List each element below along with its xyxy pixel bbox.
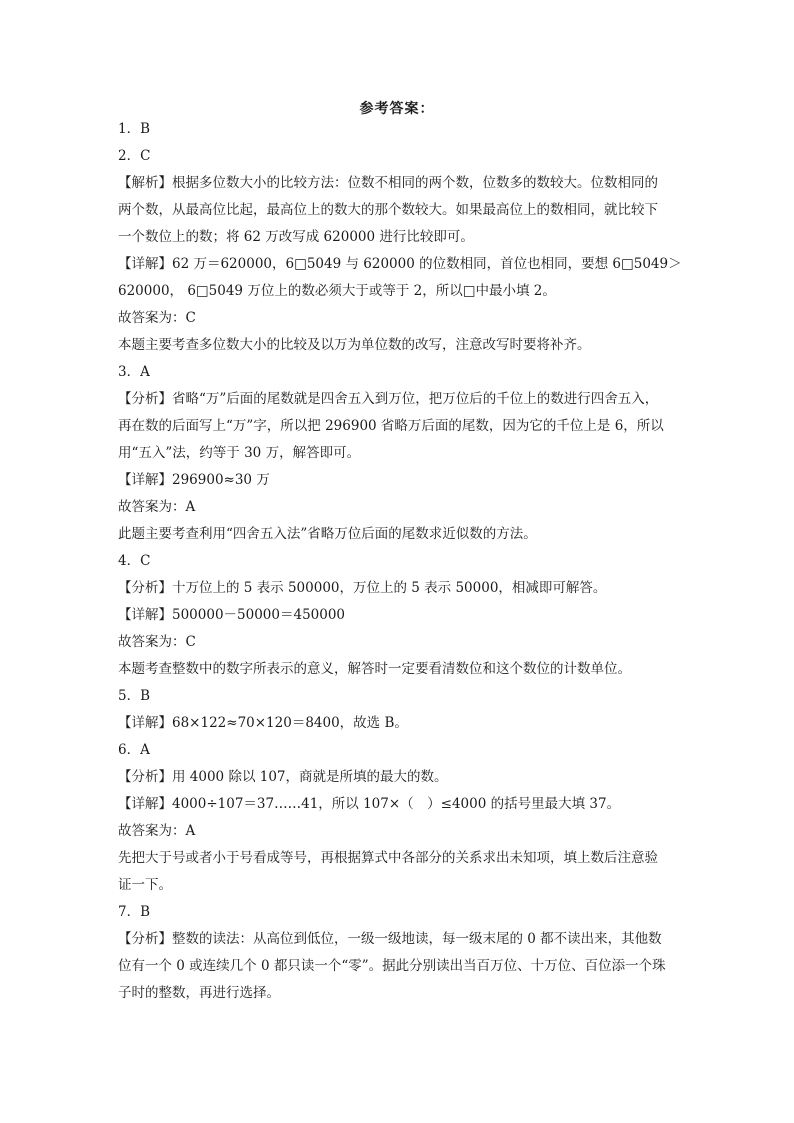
page-title: 参考答案： [359,101,435,117]
text-line: 【详解】62 万＝620000，6□5049 与 620000 的位数相同，首位也相同，要想 6□5049＞ [118,256,682,272]
answer-content [118,116,688,1007]
text-line: 本题主要考查多位数大小的比较及以万为单位数的改写，注意改写时要将补齐。 [118,337,591,353]
text-line: 【分析】整数的读法：从高位到低位，一级一级地读，每一级末尾的 0 都不读出来，其他数 [118,931,662,947]
text-line: 【详解】68×122≈70×120＝8400，故选 B。 [118,715,408,731]
text-line: 620000， 6□5049 万位上的数必须大于或等于 2，所以□中最小填 2。 [118,283,556,299]
text-line: 一个数位上的数；将 62 万改写成 620000 进行比较即可。 [118,229,474,245]
text-line: 位有一个 0 或连续几个 0 都只读一个“零”。据此分别读出当百万位、十万位、百位添一个珠 [118,958,666,974]
text-line: 故答案为：C [118,310,196,326]
text-line: 本题考查整数中的数字所表示的意义，解答时一定要看清数位和这个数位的计数单位。 [118,661,631,677]
text-line: 【详解】296900≈30 万 [118,472,270,488]
text-line: 【详解】4000÷107＝37……41，所以 107×（ ）≤4000 的括号里最大填 37。 [118,796,621,812]
text-line: 5．B [118,688,151,704]
text-line: 6．A [118,742,150,758]
text-line: 再在数的后面写上“万”字，所以把 296900 省略万后面的尾数，因为它的千位上是 6，所以 [118,418,664,434]
text-line: 故答案为：A [118,823,196,839]
text-line: 故答案为：C [118,634,196,650]
text-line: 用“五入”法，约等于 30 万，解答即可。 [118,445,361,461]
text-line: 【分析】用 4000 除以 107，商就是所填的最大的数。 [118,769,448,785]
text-line: 3．A [118,364,150,380]
text-line: 【分析】省略“万”后面的尾数就是四舍五入到万位，把万位后的千位上的数进行四舍五入， [118,391,659,407]
text-line: 7．B [118,904,151,920]
text-line: 先把大于号或者小于号看成等号，再根据算式中各部分的关系求出未知项，填上数后注意验 [118,850,658,866]
text-line: 故答案为：A [118,499,196,515]
text-line: 此题主要考查利用“四舍五入法”省略万位后面的尾数求近似数的方法。 [118,526,537,542]
text-line: 2．C [118,148,151,164]
text-line: 【解析】根据多位数大小的比较方法：位数不相同的两个数，位数多的数较大。位数相同的 [118,175,658,191]
text-line: 证一下。 [118,877,172,893]
text-line: 4．C [118,553,151,569]
text-line: 两个数，从最高位比起，最高位上的数大的那个数较大。如果最高位上的数相同，就比较下 [118,202,658,218]
text-line: 【分析】十万位上的 5 表示 500000，万位上的 5 表示 50000，相减即可解答。 [118,580,607,596]
text-line: 1．B [118,121,151,137]
text-line: 子时的整数，再进行选择。 [118,985,280,1001]
text-line: 【详解】500000－50000＝450000 [118,607,346,623]
